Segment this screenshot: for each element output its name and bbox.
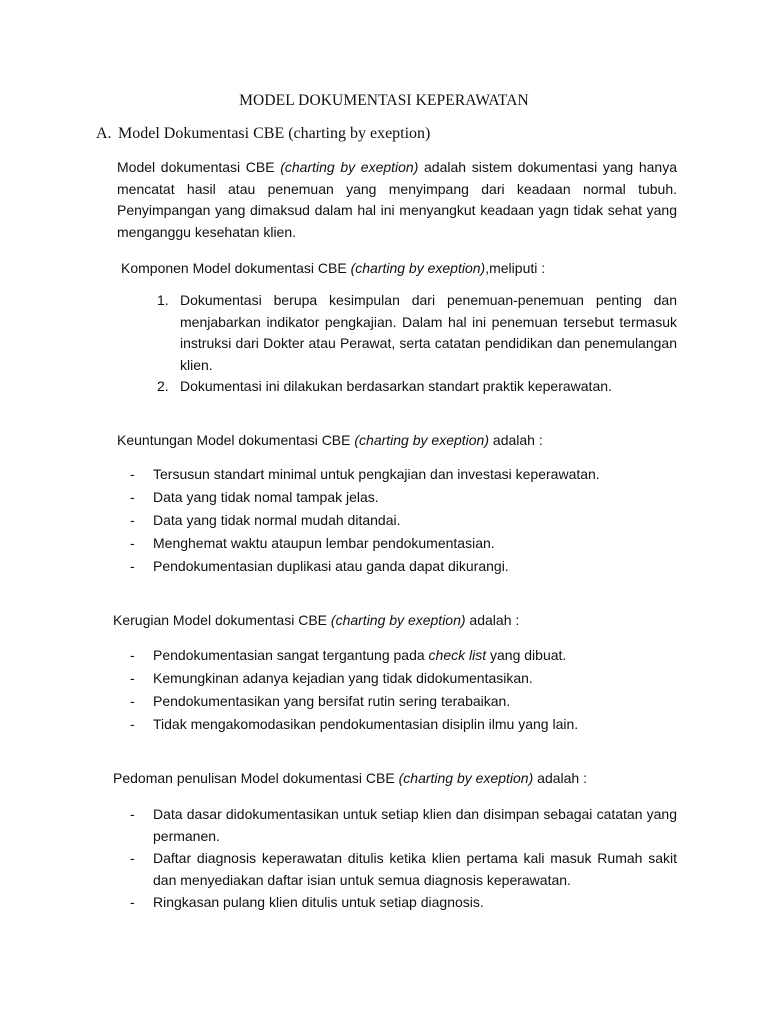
intro-italic-term: (charting by exeption) bbox=[280, 159, 419, 175]
list-item-text: Data yang tidak normal mudah ditandai. bbox=[153, 512, 401, 528]
list-item bbox=[130, 847, 677, 891]
intro-text-end: adalah sistem dokumentasi yang hanya mencatat hasil atau penemuan yang menyimpang dari keadaan normal tubuh. Penyimpangan yang dimaksud dalam hal ini menyangkut keadaan yagn tidak sehat yang menganggu kesehatan klien. bbox=[117, 159, 677, 240]
list-item-text: Pendokumentasian sangat tergantung pada bbox=[153, 647, 429, 663]
list-item bbox=[130, 803, 677, 847]
section-heading bbox=[96, 125, 430, 143]
list-item-text: Pendokumentasian duplikasi atau ganda dapat dikurangi. bbox=[153, 558, 509, 574]
keuntungan-italic-term: (charting by exeption) bbox=[354, 432, 490, 448]
list-item-text: Tersusun standart minimal untuk pengkajian dan investasi keperawatan. bbox=[153, 466, 600, 482]
komponen-label-end: ,meliputi : bbox=[485, 260, 546, 276]
list-item bbox=[130, 667, 690, 690]
list-item-text: Dokumentasi ini dilakukan berdasarkan standart praktik keperawatan. bbox=[180, 378, 612, 394]
list-item bbox=[130, 690, 690, 713]
section-marker: A. bbox=[96, 125, 112, 142]
list-item-text: Menghemat waktu ataupun lembar pendokumentasian. bbox=[153, 535, 495, 551]
dash-bullet: - bbox=[130, 670, 135, 686]
list-item-text: Ringkasan pulang klien ditulis untuk setiap diagnosis. bbox=[153, 894, 484, 910]
keuntungan-list bbox=[130, 463, 690, 578]
list-item-text: Data dasar didokumentasikan untuk setiap klien dan disimpan sebagai catatan yang permanen. bbox=[153, 806, 677, 844]
dash-bullet: - bbox=[130, 512, 135, 528]
dash-bullet: - bbox=[130, 850, 135, 866]
list-item bbox=[130, 532, 690, 555]
checklist-italic-term: check list bbox=[428, 647, 487, 663]
komponen-list bbox=[157, 290, 677, 398]
pedoman-label-end: adalah : bbox=[533, 770, 587, 786]
list-item bbox=[157, 290, 677, 376]
dash-bullet: - bbox=[130, 894, 135, 910]
list-item bbox=[130, 486, 690, 509]
dash-bullet: - bbox=[130, 806, 135, 822]
keuntungan-label-start: Keuntungan Model dokumentasi CBE bbox=[117, 432, 355, 448]
list-item-text: Kemungkinan adanya kejadian yang tidak didokumentasikan. bbox=[153, 670, 533, 686]
kerugian-italic-term: (charting by exeption) bbox=[330, 612, 466, 628]
dash-bullet: - bbox=[130, 647, 135, 663]
list-item-text: Data yang tidak nomal tampak jelas. bbox=[153, 489, 379, 505]
pedoman-label bbox=[113, 768, 587, 790]
dash-bullet: - bbox=[130, 693, 135, 709]
dash-bullet: - bbox=[130, 489, 135, 505]
keuntungan-label bbox=[117, 430, 543, 452]
dash-bullet: - bbox=[130, 558, 135, 574]
list-number: 1. bbox=[157, 292, 169, 308]
pedoman-list bbox=[130, 803, 677, 913]
list-item bbox=[130, 713, 690, 736]
dash-bullet: - bbox=[130, 716, 135, 732]
pedoman-italic-term: (charting by exeption) bbox=[398, 770, 534, 786]
kerugian-list bbox=[130, 644, 690, 736]
kerugian-label bbox=[113, 610, 519, 632]
list-item bbox=[130, 555, 690, 578]
pedoman-label-start: Pedoman penulisan Model dokumentasi CBE bbox=[113, 770, 399, 786]
kerugian-label-end: adalah : bbox=[465, 612, 520, 628]
list-item bbox=[157, 376, 677, 398]
list-item bbox=[130, 509, 690, 532]
list-item-text-end: yang dibuat. bbox=[486, 647, 567, 663]
document-title: MODEL DOKUMENTASI KEPERAWATAN bbox=[239, 92, 529, 109]
list-number: 2. bbox=[157, 378, 169, 394]
kerugian-label-start: Kerugian Model dokumentasi CBE bbox=[113, 612, 331, 628]
list-item-text: Tidak mengakomodasikan pendokumentasian disiplin ilmu yang lain. bbox=[153, 716, 579, 732]
list-item-text: Daftar diagnosis keperawatan ditulis ketika klien pertama kali masuk Rumah sakit dan menyediakan daftar isian untuk semua diagnosis keperawatan. bbox=[153, 850, 677, 888]
intro-text-start: Model dokumentasi CBE bbox=[117, 159, 281, 175]
list-item bbox=[130, 644, 690, 667]
komponen-label-start: Komponen Model dokumentasi CBE bbox=[121, 260, 351, 276]
list-item bbox=[130, 463, 690, 486]
list-item-text: Pendokumentasikan yang bersifat rutin sering terabaikan. bbox=[153, 693, 511, 709]
keuntungan-label-end: adalah : bbox=[489, 432, 543, 448]
dash-bullet: - bbox=[130, 535, 135, 551]
komponen-label bbox=[121, 258, 545, 280]
list-item bbox=[130, 891, 677, 913]
list-item-text: Dokumentasi berupa kesimpulan dari penemuan-penemuan penting dan menjabarkan indikator pengkajian. Dalam hal ini penemuan tersebut termasuk instruksi dari Dokter atau Perawat, serta catatan pendidikan dan penemulangan klien. bbox=[180, 292, 677, 373]
intro-paragraph bbox=[117, 157, 677, 243]
dash-bullet: - bbox=[130, 466, 135, 482]
section-heading-text: Model Dokumentasi CBE (charting by exeption) bbox=[118, 125, 431, 142]
komponen-italic-term: (charting by exeption) bbox=[350, 260, 486, 276]
